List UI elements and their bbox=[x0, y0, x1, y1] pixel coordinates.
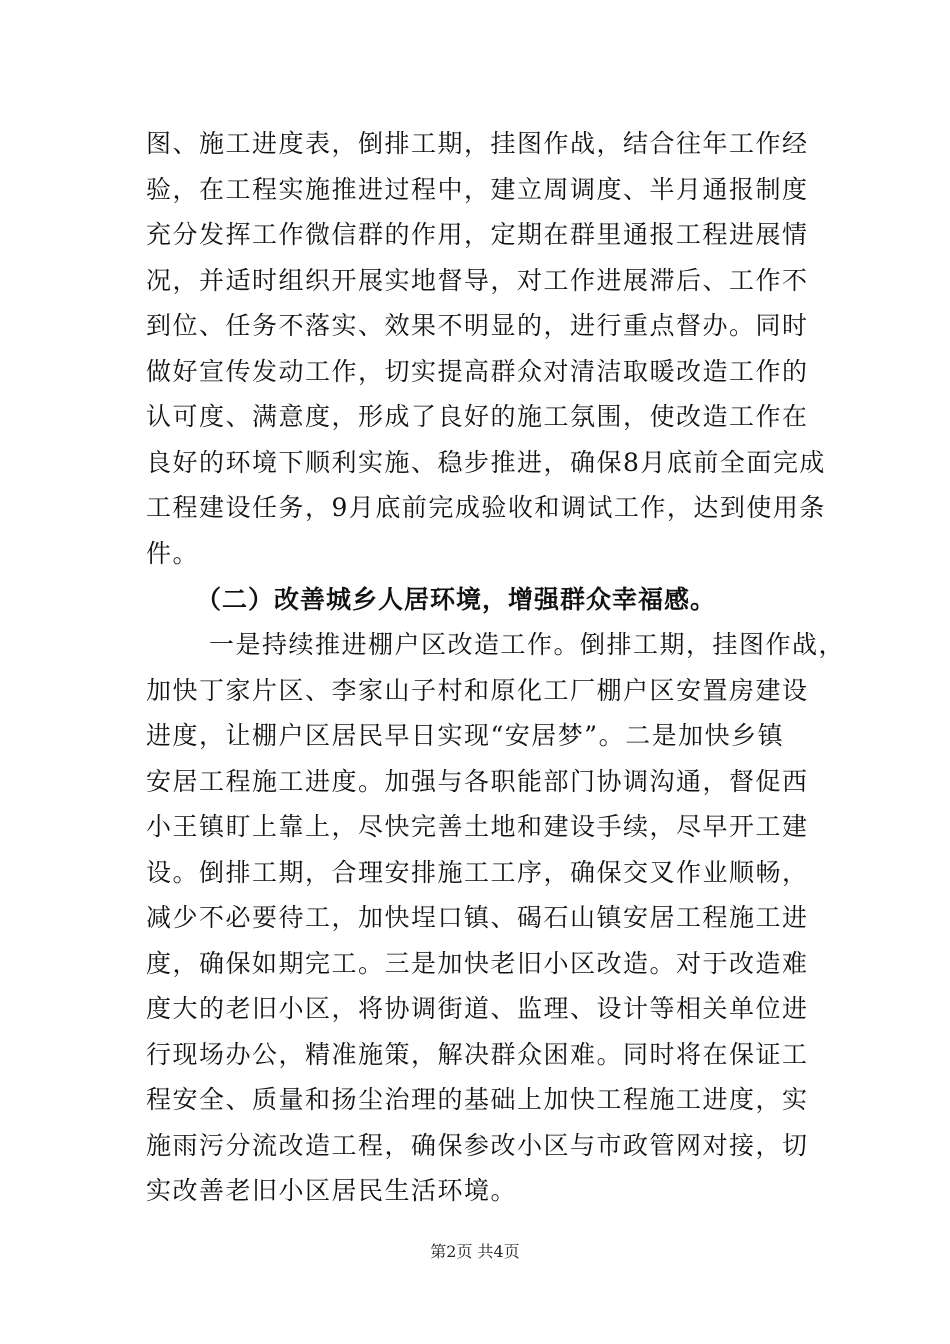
paragraph-line: 工程建设任务，9月底前完成验收和调试工作，达到使用条 bbox=[146, 493, 826, 522]
paragraph-line: 安居工程施工进度。加强与各职能部门协调沟通，督促西 bbox=[146, 767, 809, 796]
paragraph-line: 小王镇盯上靠上，尽快完善土地和建设手续，尽早开工建 bbox=[146, 812, 809, 841]
paragraph-line: 良好的环境下顺利实施、稳步推进，确保8月底前全面完成 bbox=[146, 448, 826, 477]
paragraph-line: 加快丁家片区、李家山子村和原化工厂棚户区安置房建设 bbox=[146, 676, 809, 705]
paragraph-line: 图、施工进度表，倒排工期，挂图作战，结合往年工作经 bbox=[146, 129, 809, 158]
section-heading: （二）改善城乡人居环境，增强群众幸福感。 bbox=[196, 585, 717, 614]
paragraph-line: 实改善老旧小区居民生活环境。 bbox=[146, 1176, 518, 1205]
paragraph-line: 度，确保如期完工。三是加快老旧小区改造。对于改造难 bbox=[146, 949, 809, 978]
paragraph-line: 度大的老旧小区，将协调街道、监理、设计等相关单位进 bbox=[146, 994, 809, 1023]
paragraph-line: 做好宣传发动工作，切实提高群众对清洁取暖改造工作的 bbox=[146, 357, 809, 386]
paragraph-line: 况，并适时组织开展实地督导，对工作进展滞后、工作不 bbox=[146, 266, 809, 295]
paragraph-line: 到位、任务不落实、效果不明显的，进行重点督办。同时 bbox=[146, 311, 809, 340]
paragraph-line: 程安全、质量和扬尘治理的基础上加快工程施工进度，实 bbox=[146, 1085, 809, 1114]
paragraph-line: 一是持续推进棚户区改造工作。倒排工期，挂图作战， bbox=[209, 630, 846, 659]
paragraph-line: 设。倒排工期，合理安排施工工序，确保交叉作业顺畅， bbox=[146, 858, 809, 887]
paragraph-line: 进度，让棚户区居民早日实现“安居梦”。二是加快乡镇 bbox=[146, 721, 785, 750]
paragraph-line: 行现场办公，精准施策，解决群众困难。同时将在保证工 bbox=[146, 1040, 809, 1069]
paragraph-line: 件。 bbox=[146, 539, 200, 568]
paragraph-line: 施雨污分流改造工程，确保参改小区与市政管网对接，切 bbox=[146, 1131, 809, 1160]
paragraph-line: 减少不必要待工，加快埕口镇、碣石山镇安居工程施工进 bbox=[146, 903, 809, 932]
page-footer: 第2页 共4页 bbox=[430, 1242, 520, 1261]
paragraph-line: 认可度、满意度，形成了良好的施工氛围，使改造工作在 bbox=[146, 402, 809, 431]
paragraph-line: 充分发挥工作微信群的作用，定期在群里通报工程进展情 bbox=[146, 220, 809, 249]
paragraph-line: 验，在工程实施推进过程中，建立周调度、半月通报制度 bbox=[146, 175, 809, 204]
